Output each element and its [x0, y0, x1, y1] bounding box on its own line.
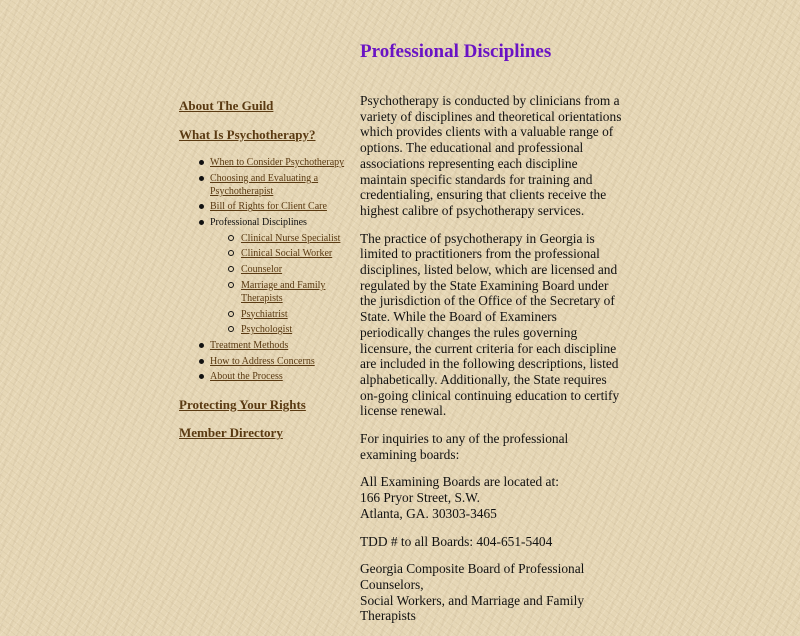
- nav-current-professional-disciplines: Professional Disciplines: [210, 217, 307, 229]
- nav-clinical-nurse-specialist-link[interactable]: Clinical Nurse Specialist: [241, 232, 341, 244]
- nav-list: [179, 156, 355, 383]
- address-street: 166 Pryor Street, S.W.: [360, 490, 481, 506]
- nav-about-process-link[interactable]: About the Process: [210, 371, 283, 383]
- board-line-2: Social Workers, and Marriage and Family Therapists: [360, 592, 585, 624]
- main-content: [360, 93, 622, 636]
- nav-sub-item: [179, 279, 355, 305]
- nav-clinical-social-worker-link[interactable]: Clinical Social Worker: [241, 248, 333, 260]
- nav-sub-item: [179, 323, 355, 336]
- nav-member-directory-link[interactable]: Member Directory: [179, 425, 283, 441]
- nav-item: [179, 156, 355, 169]
- tdd-line: TDD # to all Boards: 404-651-5404: [360, 533, 553, 549]
- georgia-practice-paragraph: The practice of psychotherapy in Georgia is limited to practitioners from the professional disciplines, listed below, which are licensed and regulated by the State Examining Board under the jurisdiction of the Office of the Secretary of State. While the Board of Examiners periodically changes the rules governing licensure, the current criteria for each discipline are included in the following descriptions, listed alphabetically. Additionally, the State requires on-going clinical continuing education to certify license renewal.: [360, 230, 620, 419]
- nav-counselor-link[interactable]: Counselor: [241, 264, 283, 276]
- nav-item: [179, 216, 355, 336]
- address-city: Atlanta, GA. 30303-3465: [360, 505, 497, 521]
- nav-what-is-psychotherapy-link[interactable]: What Is Psychotherapy?: [179, 127, 316, 142]
- nav-bill-of-rights-link[interactable]: Bill of Rights for Client Care: [210, 201, 327, 213]
- address-intro: All Examining Boards are located at:: [360, 474, 559, 490]
- nav-protecting-rights-link[interactable]: Protecting Your Rights: [179, 397, 306, 413]
- page-title: Professional Disciplines: [360, 41, 552, 62]
- nav-address-concerns-link[interactable]: How to Address Concerns: [210, 355, 315, 367]
- nav-sub-list: [179, 232, 355, 336]
- inquiries-paragraph: For inquiries to any of the professional examining boards:: [360, 431, 569, 462]
- nav-treatment-methods-link[interactable]: Treatment Methods: [210, 339, 289, 351]
- address-block: [360, 474, 622, 521]
- nav-item: [179, 200, 355, 213]
- board-line-1: Georgia Composite Board of Professional Counselors,: [360, 561, 585, 592]
- board-block: [360, 561, 622, 624]
- nav-marriage-family-therapists-link[interactable]: Marriage and Family Therapists: [241, 279, 326, 304]
- nav-item: [179, 370, 355, 383]
- nav-when-to-consider-link[interactable]: When to Consider Psychotherapy: [210, 157, 345, 168]
- nav-psychologist-link[interactable]: Psychologist: [241, 324, 293, 336]
- nav-psychiatrist-link[interactable]: Psychiatrist: [241, 308, 288, 320]
- nav-sub-item: [179, 247, 355, 260]
- sidebar-nav: [179, 98, 355, 441]
- nav-sub-item: [179, 308, 355, 321]
- nav-sub-item: [179, 263, 355, 276]
- nav-choosing-evaluating-link[interactable]: Choosing and Evaluating a Psychotherapist: [210, 172, 319, 197]
- nav-sub-item: [179, 232, 355, 245]
- nav-about-guild-link[interactable]: About The Guild: [179, 98, 274, 113]
- nav-item: [179, 172, 355, 198]
- nav-item: [179, 339, 355, 352]
- intro-paragraph: Psychotherapy is conducted by clinicians from a variety of disciplines and theoretical orientations which provides clients with a valuable range of options. The educational and professional associations representing each discipline maintain specific standards for training and credentialing, ensuring that clients receive the highest calibre of psychotherapy services.: [360, 93, 622, 218]
- nav-item: [179, 355, 355, 368]
